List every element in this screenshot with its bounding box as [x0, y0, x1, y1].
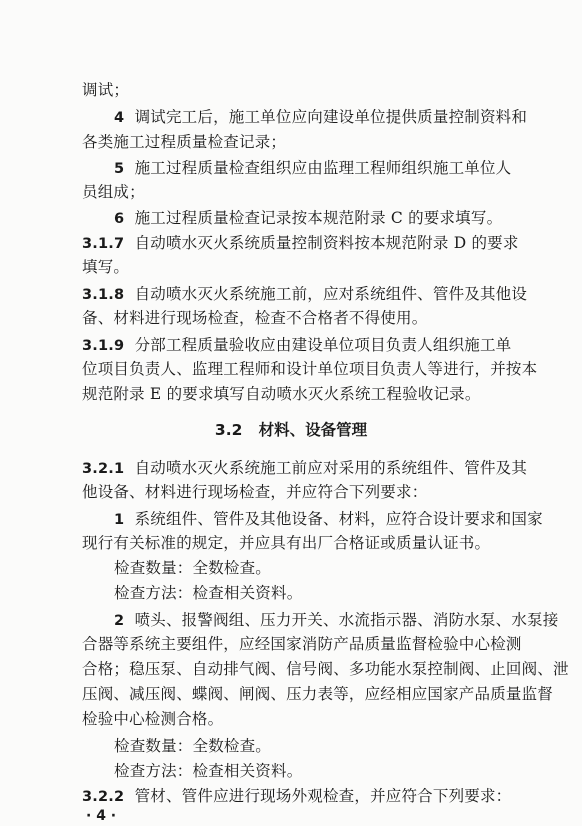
page-number: · 4 ·: [86, 808, 117, 824]
list-item-2: 2 喷头、报警阀组、压力开关、水流指示器、消防水泵、水泵接: [114, 611, 559, 629]
text-line: 规范附录 E 的要求填写自动喷水灭火系统工程验收记录。: [82, 385, 481, 403]
text-line: 压阀、减压阀、蝶阀、闸阀、压力表等，应经相应国家产品质量监督: [82, 685, 554, 703]
text-line: 位项目负责人、监理工程师和设计单位项目负责人等进行，并按本: [82, 360, 538, 378]
text-line: 他设备、材料进行现场检查，并应符合下列要求：: [82, 483, 428, 501]
text-line: 检验中心检测合格。: [82, 710, 224, 728]
check-method: 检查方法：检查相关资料。: [114, 584, 303, 602]
clause-3-1-7: 3.1.7 自动喷水灭火系统质量控制资料按本规范附录 D 的要求: [82, 234, 519, 252]
clause-3-1-8: 3.1.8 自动喷水灭火系统施工前，应对系统组件、管件及其他设: [82, 285, 528, 303]
list-item-6: 6 施工过程质量检查记录按本规范附录 C 的要求填写。: [114, 209, 503, 227]
text-line: 员组成；: [82, 183, 145, 201]
text-line: 调试；: [82, 81, 130, 99]
check-quantity: 检查数量：全数检查。: [114, 559, 272, 577]
text-line: 合格；稳压泵、自动排气阀、信号阀、多功能水泵控制阀、止回阀、泄: [82, 660, 569, 678]
text-line: 备、材料进行现场检查，检查不合格者不得使用。: [82, 309, 428, 327]
check-quantity: 检查数量：全数检查。: [114, 737, 272, 755]
text-line: 合器等系统主要组件，应经国家消防产品质量监督检验中心检测: [82, 635, 522, 653]
list-item-1: 1 系统组件、管件及其他设备、材料，应符合设计要求和国家: [114, 510, 543, 528]
clause-3-2-2: 3.2.2 管材、管件应进行现场外观检查，并应符合下列要求：: [82, 787, 512, 805]
text-line: 填写。: [82, 258, 130, 276]
section-heading-3-2: 3.2 材料、设备管理: [214, 421, 368, 439]
text-line: 各类施工过程质量检查记录；: [82, 133, 287, 151]
list-item-4: 4 调试完工后，施工单位应向建设单位提供质量控制资料和: [114, 108, 528, 126]
clause-3-2-1: 3.2.1 自动喷水灭火系统施工前应对采用的系统组件、管件及其: [82, 459, 528, 477]
text-line: 现行有关标准的规定，并应具有出厂合格证或质量认证书。: [82, 534, 491, 552]
check-method: 检查方法：检查相关资料。: [114, 762, 303, 780]
clause-3-1-9: 3.1.9 分部工程质量验收应由建设单位项目负责人组织施工单: [82, 336, 512, 354]
list-item-5: 5 施工过程质量检查组织应由监理工程师组织施工单位人: [114, 159, 512, 177]
